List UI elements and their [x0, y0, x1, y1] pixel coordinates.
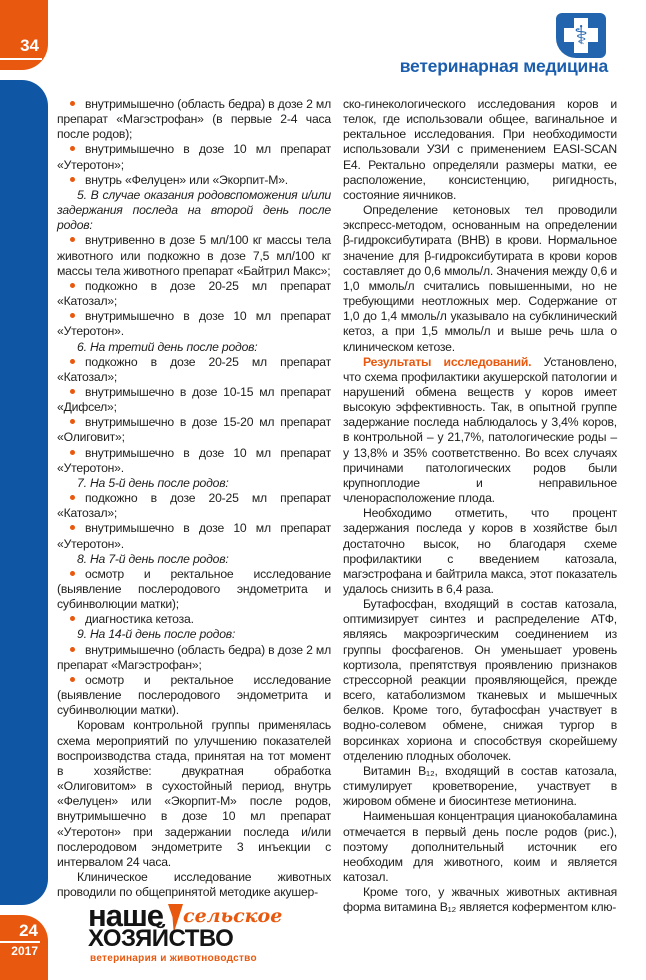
paragraph-text: Установлено, что схема профилактики акушерской патологии и нарушений обмена веществ у коров имеет высокую эффективность. Так, в опытной группе задержание последа наблюдалось у 3,4% коров, в контрольной – у 21,7%, патологические роды – у 13,8% и 35% соответственно. Во всех случаях причинами патологических родов были крупноплодие и неправильное членорасположение плода.	[343, 354, 617, 506]
paragraph-text: Бутафосфан, входящий в состав катозала, оптимизирует синтез и распределение АТФ, являясь макроэргическим соединением из группы фосфагенов. Он уменьшает уровень кортизола, препятствуя проявлению признаков стрессорной реакции проявляющейся, прежде всего, катаболизмом тканевых и мышечных белков. Кроме того, бутафосфан участвует в водно-солевом обмене, снижая тургор в ворсинках хориона и способствуя скорейшему отделению плодных оболочек.	[343, 597, 617, 763]
page-number-tab	[0, 0, 48, 70]
list-item	[57, 446, 331, 476]
paragraph-text: 9. На 14-й день после родов:	[77, 627, 236, 642]
bullet-icon	[70, 419, 75, 424]
list-item	[57, 233, 331, 278]
paragraph-text: Определение кетоновых тел проводили экспресс-методом, основанным на определении β-гидроксибутирата (ВНВ) в крови. Нормальное значение для β-гидроксибутирата в крови коров составляет до 0,6 ммоль/л. Значения между 0,6 и 1,0 ммоль/л считались повышенными, но не требующими неотложных мер. Содержание от 1,0 до 1,4 ммоль/л указывало на субклинический кетоз, а при 1,5 ммоль/л и выше речь шла о клиническом кетозе.	[343, 203, 617, 354]
bullet-icon	[70, 313, 75, 318]
step-heading	[57, 552, 331, 567]
magazine-logo-word1: наше	[88, 898, 164, 933]
paragraph-text: внутримышечно в дозе 10 мл препарат «Утеротон».	[57, 309, 331, 339]
list-item	[57, 567, 331, 612]
paragraph	[343, 506, 617, 597]
vet-medicine-logo	[556, 13, 606, 58]
paragraph-text: подкожно в дозе 20-25 мл препарат «Катозал»;	[57, 491, 331, 521]
issue-tab	[0, 915, 48, 980]
step-heading	[57, 476, 331, 491]
paragraph	[343, 203, 617, 355]
paragraph-text: осмотр и ректальное исследование (выявление послеродового эндометрита и субинволюции матки);	[57, 566, 331, 612]
left-column	[57, 97, 331, 915]
magazine-logo	[88, 898, 358, 977]
step-heading	[57, 340, 331, 355]
page-number-underline	[0, 58, 42, 60]
article-body	[57, 97, 617, 915]
paragraph-text: подкожно в дозе 20-25 мл препарат «Катозал»;	[57, 354, 331, 384]
paragraph-text: внутримышечно в дозе 10 мл препарат «Утеротон».	[57, 521, 331, 551]
issue-underline	[0, 941, 40, 943]
bullet-icon	[70, 647, 75, 652]
paragraph	[343, 597, 617, 764]
bullet-icon	[70, 283, 75, 288]
paragraph-text: внутрь «Фелуцен» или «Экорпит-М».	[85, 172, 288, 187]
bullet-icon	[70, 677, 75, 682]
list-item	[57, 385, 331, 415]
bullet-icon	[70, 389, 75, 394]
paragraph-text: ско-гинекологического исследования коров и телок, где использовали общее, вагинальное и ректальное исследования. При необходимости использовали УЗИ с применением EASI-SCAN E4. Ректально определяли размеры матки, ее расположение, консистенцию, ригидность, состояние яичников.	[343, 97, 617, 202]
paragraph	[343, 885, 617, 915]
paragraph-text: 5. В случае оказания родовспоможения и/или задержания последа на второй день после родов:	[57, 187, 331, 233]
list-item	[57, 142, 331, 172]
paragraph-text: 6. На третий день после родов:	[77, 339, 258, 354]
page-number: 34	[20, 36, 39, 55]
bullet-icon	[70, 101, 75, 106]
issue-number: 24	[19, 921, 38, 940]
list-item	[57, 521, 331, 551]
paragraph-text: внутримышечно в дозе 10-15 мл препарат «Дифсел»;	[57, 384, 331, 415]
bullet-icon	[70, 571, 75, 576]
paragraph	[57, 718, 331, 870]
paragraph-text: внутримышечно (область бедра) в дозе 2 мл препарат «Магэстрофан»;	[57, 642, 331, 672]
bullet-icon	[70, 450, 75, 455]
list-item	[57, 279, 331, 309]
issue-year: 2017	[11, 944, 38, 958]
paragraph	[57, 870, 331, 900]
paragraph-text: внутримышечно (область бедра) в дозе 2 мл препарат «Магэстрофан» (в первые 2-4 часа после родов);	[57, 97, 331, 142]
paragraph-text: Витамин В₁₂, входящий в состав катозала, стимулирует кроветворение, участвует в жировом обмене и биосинтезе метионина.	[343, 763, 617, 809]
paragraph-text: внутримышечно в дозе 15-20 мл препарат «Олиговит»;	[57, 415, 331, 445]
bullet-icon	[70, 525, 75, 530]
list-item	[57, 309, 331, 339]
list-item	[57, 643, 331, 673]
magazine-logo-word2: ХОЗЯЙСТВО	[88, 925, 234, 952]
paragraph	[343, 764, 617, 809]
bullet-icon	[70, 616, 75, 621]
list-item	[57, 355, 331, 385]
magazine-logo-tagline: ветеринария и животноводство	[90, 953, 257, 964]
paragraph-text: осмотр и ректальное исследование (выявление послеродового эндометрита и субинволюции матки).	[57, 672, 331, 718]
paragraph-text: Необходимо отметить, что процент задержания последа у коров в хозяйстве был достаточно высок, но благодаря схеме профилактики с введением катозала, магэстрофана и байтрила макса, этот показатель удалось снизить в 6,4 раза.	[343, 506, 617, 596]
paragraph-text: Клиническое исследование животных проводили по общепринятой методике акушер-	[57, 869, 331, 900]
list-item	[57, 673, 331, 718]
paragraph	[343, 97, 617, 203]
list-item	[57, 491, 331, 521]
bullet-icon	[70, 495, 75, 500]
bullet-icon	[70, 359, 75, 364]
paragraph-text: Кроме того, у жвачных животных активная форма витамина В₁₂ является коферментом клю-	[343, 885, 617, 915]
snake-bowl-icon: ⚕	[573, 20, 589, 50]
magazine-logo-script: сельское	[183, 905, 283, 927]
list-item	[57, 612, 331, 627]
section-title: ветеринарная медицина	[399, 56, 608, 76]
paragraph-text: внутримышечно в дозе 10 мл препарат «Утеротон».	[57, 445, 331, 475]
paragraph	[343, 809, 617, 885]
paragraph-text: внутривенно в дозе 5 мл/100 кг массы тела животного или подкожно в дозе 7,5 мл/100 кг массы тела животного препарат «Байтрил Макс»;	[57, 233, 331, 278]
paragraph-text: 8. На 7-й день после родов:	[77, 551, 229, 566]
step-heading	[57, 627, 331, 642]
paragraph	[343, 355, 617, 507]
paragraph-text: внутримышечно в дозе 10 мл препарат «Утеротон»;	[57, 142, 331, 172]
paragraph-text: диагностика кетоза.	[85, 612, 194, 627]
step-heading	[57, 188, 331, 233]
bullet-icon	[70, 237, 75, 242]
list-item	[57, 415, 331, 445]
paragraph-text: Наименьшая концентрация цианокобаламина отмечается в первый день после родов (рис.), поэтому дополнительный источник его необходим для животного, коим и является катозал.	[343, 809, 617, 884]
right-column	[343, 97, 617, 915]
paragraph-text: подкожно в дозе 20-25 мл препарат «Катозал»;	[57, 278, 331, 309]
list-item	[57, 173, 331, 188]
blue-edge-strip	[0, 80, 48, 905]
paragraph-text: 7. На 5-й день после родов:	[77, 475, 229, 490]
results-lead: Результаты исследований.	[363, 354, 532, 369]
paragraph-text: Коровам контрольной группы применялась схема мероприятий по улучшению показателей воспроизводства стада, принятая на тот момент в хозяйстве: двукратная обработка «Олиговитом» в сухостойный период, внутрь «Фелуцен» или «Экорпит-М» после родов, внутримышечно в дозе 10 мл препарат «Утеротон» при задержании последа и/или послеродовом эндометрите 3 инъекции с интервалом 24 часа.	[57, 718, 331, 869]
bullet-icon	[70, 146, 75, 151]
bullet-icon	[70, 177, 75, 182]
list-item	[57, 97, 331, 142]
